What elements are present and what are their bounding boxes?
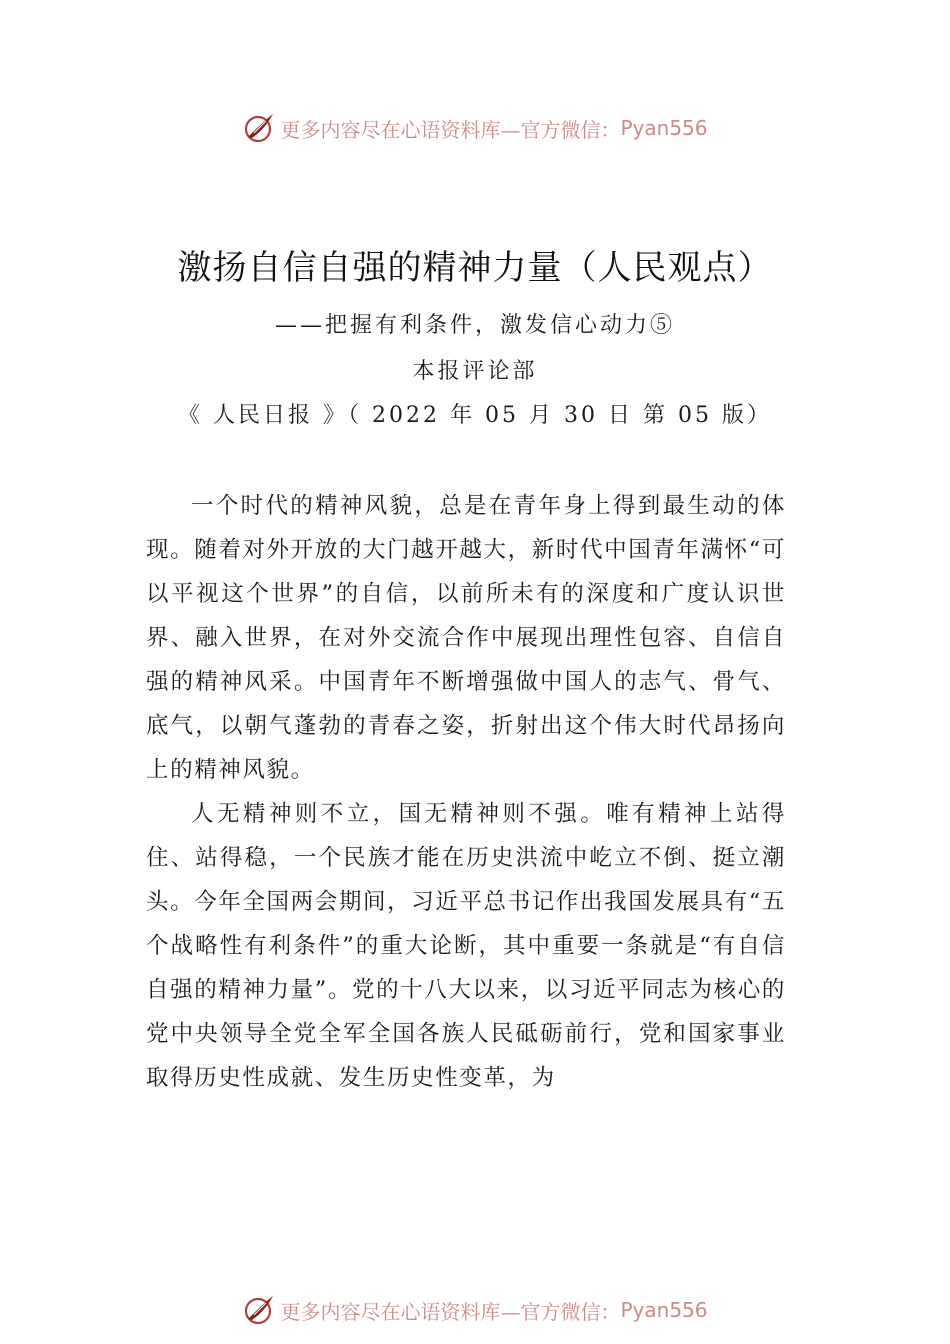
quill-logo-icon [242, 1293, 276, 1327]
banner-text: 更多内容尽在心语资料库—官方微信： [280, 117, 621, 142]
article-body [146, 484, 786, 1100]
banner-wechat-id: Pyan556 [620, 1298, 708, 1322]
paragraph: 人无精神则不立，国无精神则不强。唯有精神上站得住、站得稳，一个民族才能在历史洪流中屹立不倒、挺立潮头。今年全国两会期间，习近平总书记作出我国发展具有“五个战略性有利条件”的重大论断，其中重要一条就是“有自信自强的精神力量”。党的十八大以来，以习近平同志为核心的党中央领导全党全军全国各族人民砥砺前行，党和国家事业取得历史性成就、发生历史性变革，为 [146, 801, 786, 1091]
paragraph: 一个时代的精神风貌，总是在青年身上得到最生动的体现。随着对外开放的大门越开越大，新时代中国青年满怀“可以平视这个世界”的自信，以前所未有的深度和广度认识世界、融入世界，在对外交流合作中展现出理性包容、自信自强的精神风采。中国青年不断增强做中国人的志气、骨气、底气，以朝气蓬勃的青春之姿，折射出这个伟大时代昂扬向上的精神风貌。 [146, 493, 786, 783]
article-title: 激扬自信自强的精神力量（人民观点） [177, 248, 773, 288]
article-author: 本报评论部 [412, 359, 538, 384]
article-source: 《 人民日报 》（ 2022 年 05 月 30 日 第 05 版） [178, 403, 772, 428]
article-subtitle: ——把握有利条件，激发信心动力⑤ [274, 313, 675, 338]
watermark-banner-top [0, 108, 950, 148]
watermark-banner-bottom [0, 1290, 950, 1330]
banner-wechat-id: Pyan556 [620, 116, 708, 140]
quill-logo-icon [242, 111, 276, 145]
banner-text: 更多内容尽在心语资料库—官方微信： [280, 1299, 621, 1324]
